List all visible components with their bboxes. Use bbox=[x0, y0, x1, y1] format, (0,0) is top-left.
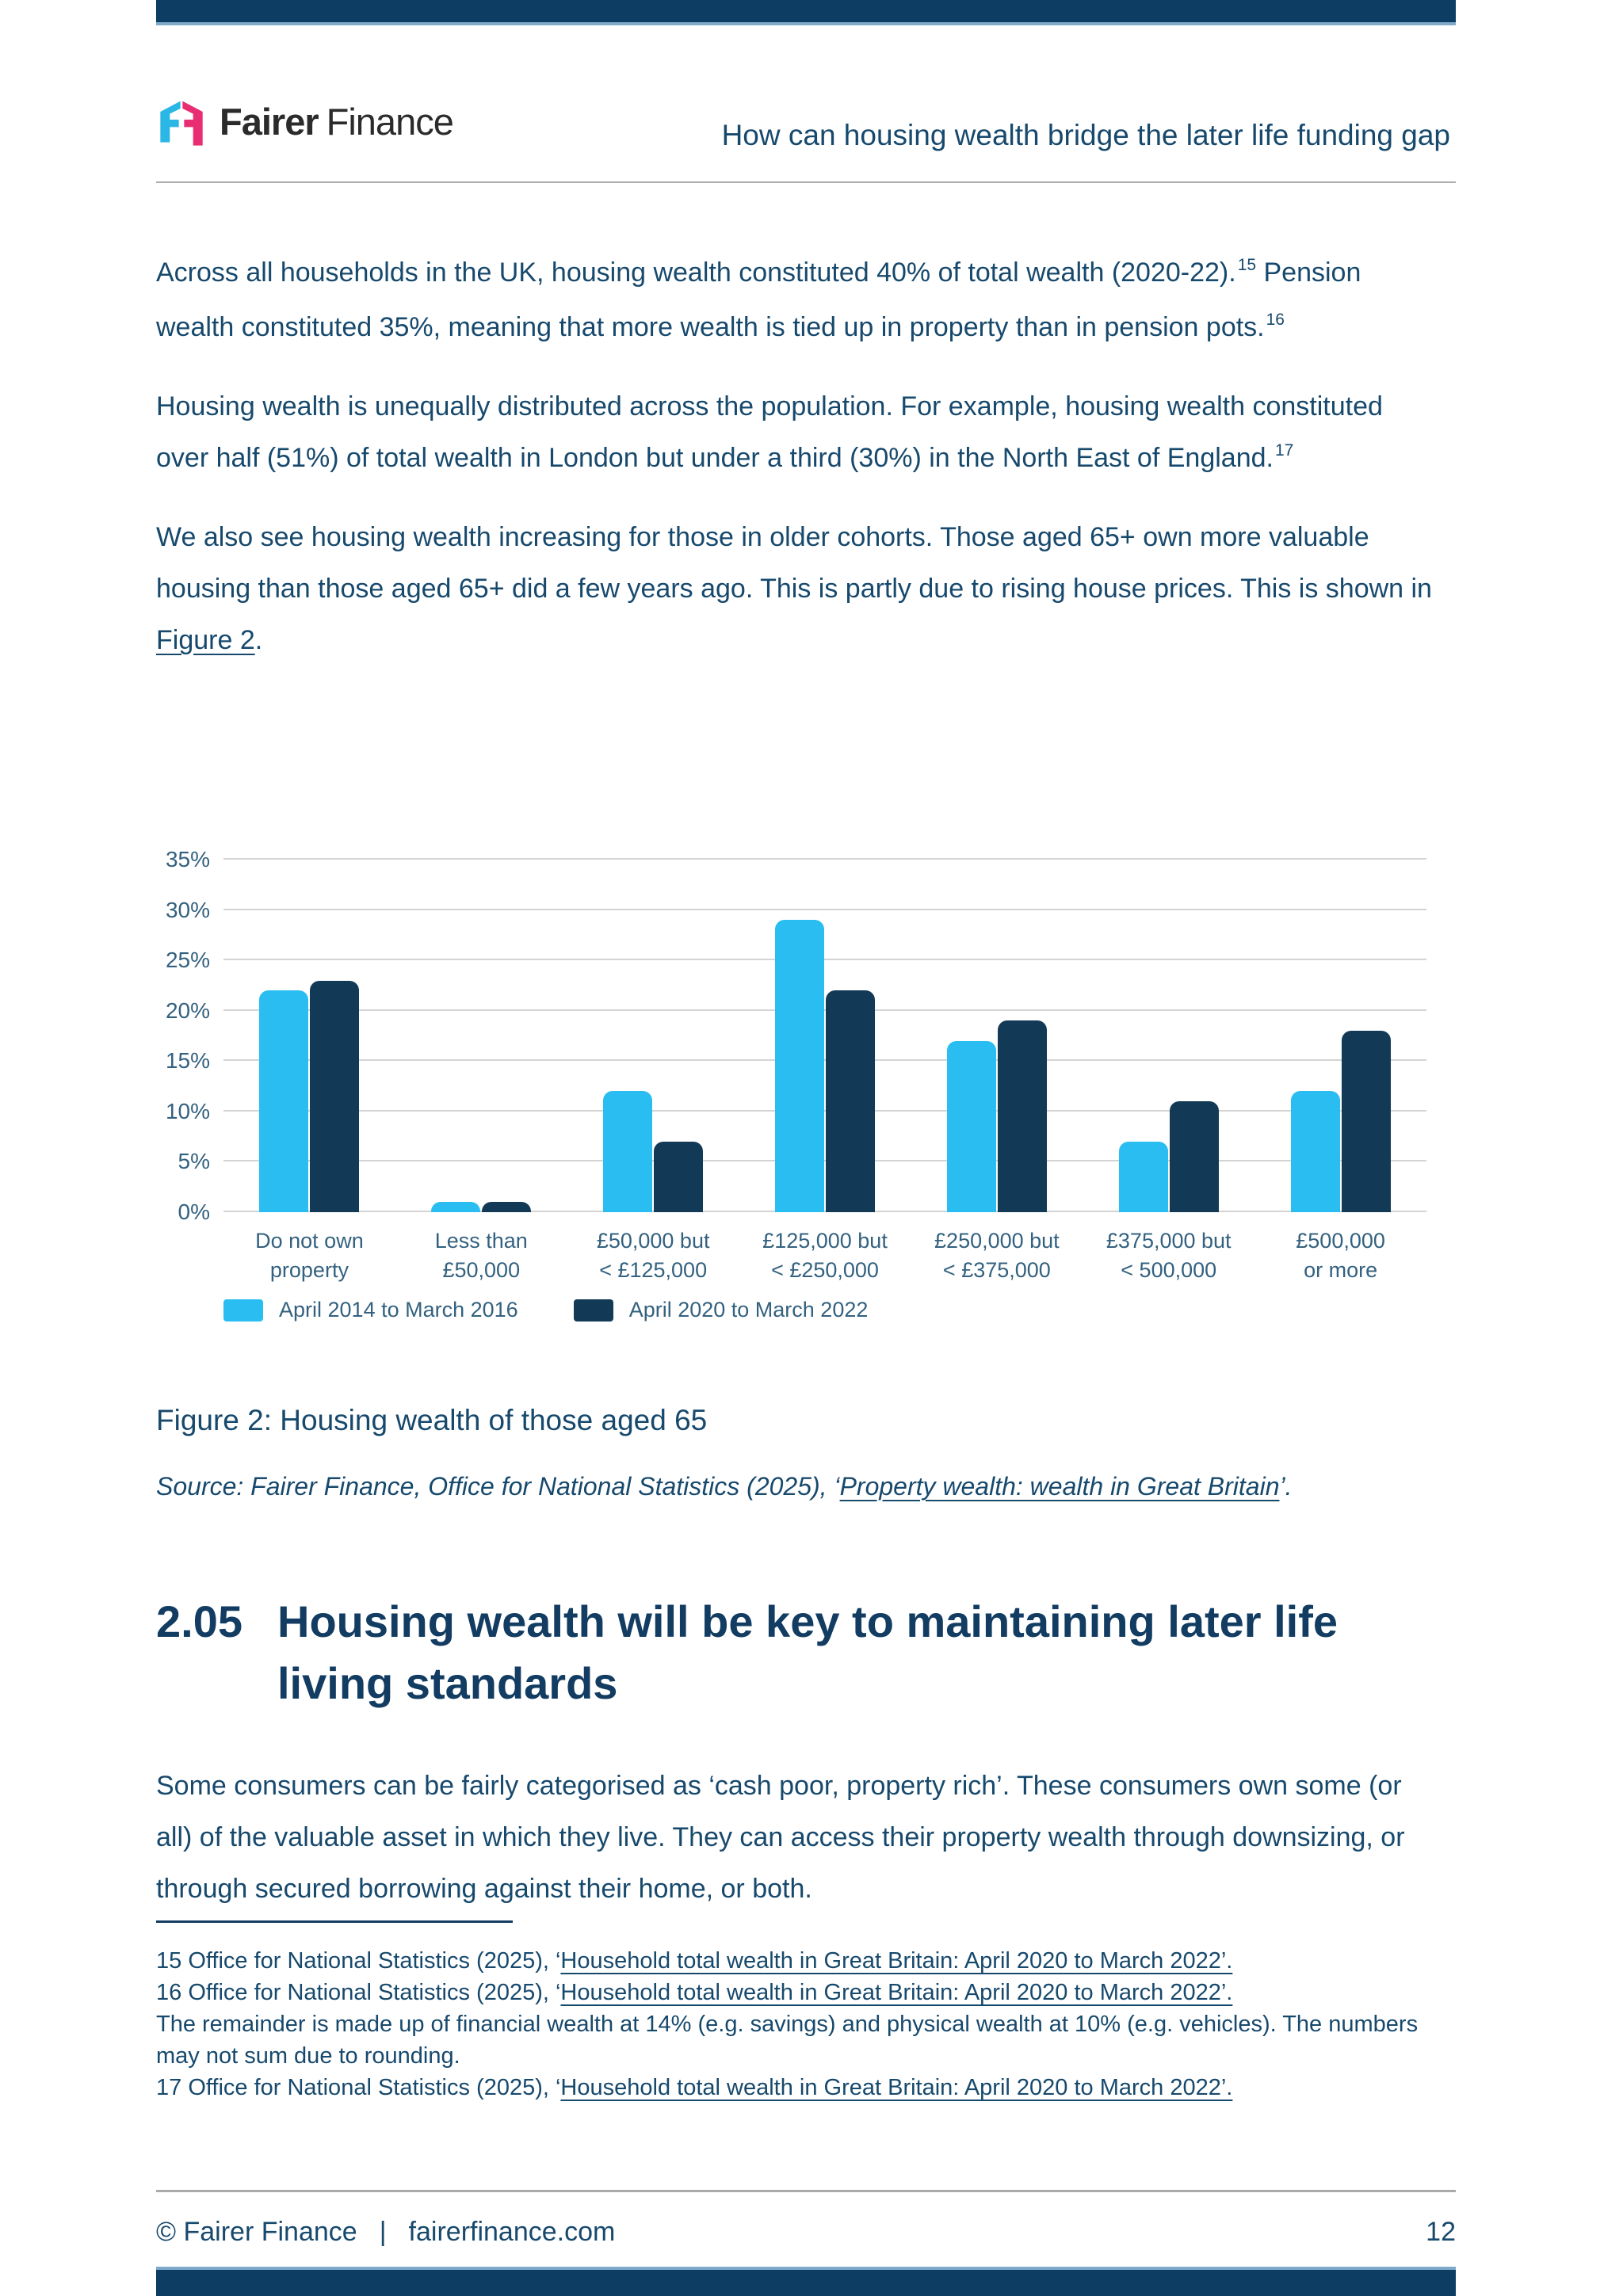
page-number: 12 bbox=[1426, 2217, 1456, 2247]
paragraph-text: . bbox=[254, 625, 263, 655]
source-link[interactable]: Property wealth: wealth in Great Britain bbox=[839, 1472, 1280, 1501]
footer-separator: | bbox=[379, 2217, 387, 2247]
paragraph-distribution bbox=[156, 381, 1440, 487]
section-number: 2.05 bbox=[156, 1596, 242, 1646]
y-tick-label: 35% bbox=[165, 847, 210, 871]
brand-logo bbox=[156, 93, 453, 149]
section-heading bbox=[156, 1591, 1434, 1714]
bar-group-2 bbox=[395, 860, 567, 1212]
x-category-label: £375,000 but < 500,000 bbox=[1106, 1229, 1232, 1282]
intro-copy bbox=[156, 247, 1440, 691]
brand-wordmark bbox=[220, 100, 453, 143]
footnote-17 bbox=[156, 2072, 1456, 2103]
legend-label: April 2020 to March 2022 bbox=[628, 1298, 869, 1322]
header-divider bbox=[156, 181, 1456, 183]
bar bbox=[1119, 1142, 1168, 1212]
top-accent-strip bbox=[156, 22, 1456, 25]
top-navy-bar bbox=[156, 0, 1456, 22]
bar bbox=[654, 1142, 703, 1212]
paragraph-older-cohorts bbox=[156, 512, 1440, 666]
x-category-label: £125,000 but < £250,000 bbox=[762, 1229, 888, 1282]
bar bbox=[1170, 1101, 1219, 1212]
footnote-16-link[interactable]: Household total wealth in Great Britain: April 2020 to March 2022’. bbox=[560, 1980, 1233, 2005]
footnote-text: 16 Office for National Statistics (2025), ‘ bbox=[156, 1980, 561, 2005]
x-axis-labels bbox=[223, 1226, 1426, 1285]
bar-group-5 bbox=[911, 860, 1083, 1212]
bar-group-4 bbox=[739, 860, 911, 1212]
footnote-15 bbox=[156, 1945, 1456, 1977]
paragraph-cash-poor: Some consumers can be fairly categorised as ‘cash poor, property rich’. These consumers own some (or all) of the valuable asset in which they live. They can access their property wealth through downsizing, or through secured borrowing against their home, or both. bbox=[156, 1771, 1405, 1904]
y-tick-label: 10% bbox=[165, 1098, 210, 1123]
bar bbox=[947, 1041, 996, 1212]
bar-group-7 bbox=[1254, 860, 1426, 1212]
legend-swatch bbox=[574, 1299, 613, 1322]
footnote-ref-15: 15 bbox=[1237, 256, 1257, 274]
section-title: Housing wealth will be key to maintaining later life living standards bbox=[277, 1596, 1338, 1708]
footnote-text: 17 Office for National Statistics (2025), ‘ bbox=[156, 2075, 561, 2100]
x-category-label: £250,000 but < £375,000 bbox=[934, 1229, 1060, 1282]
footer bbox=[156, 2217, 1456, 2248]
paragraph-text: Across all households in the UK, housing wealth constituted 40% of total wealth (2020-22). bbox=[156, 257, 1236, 288]
figure-2-bar-chart bbox=[156, 824, 1458, 1331]
brand-name-bold: Fairer bbox=[220, 100, 319, 143]
footnote-15-link[interactable]: Household total wealth in Great Britain: April 2020 to March 2022’. bbox=[560, 1948, 1233, 1974]
footnote-16 bbox=[156, 1977, 1456, 2008]
bar bbox=[603, 1091, 652, 1212]
bar bbox=[259, 990, 308, 1212]
y-axis-labels bbox=[156, 847, 210, 1224]
y-tick-label: 25% bbox=[165, 948, 210, 973]
footnote-text: 15 Office for National Statistics (2025), ‘ bbox=[156, 1948, 561, 1974]
legend-swatch bbox=[223, 1299, 263, 1322]
bar bbox=[482, 1202, 531, 1212]
footer-site-link[interactable]: fairerfinance.com bbox=[408, 2217, 616, 2247]
section-copy bbox=[156, 1760, 1440, 1939]
y-tick-label: 20% bbox=[165, 997, 210, 1023]
figure-caption: Figure 2: Housing wealth of those aged 65 bbox=[156, 1404, 708, 1436]
paragraph-text: Housing wealth is unequally distributed across the population. For example, housing wealth constituted over half (51%) of total wealth in London but under a third (30%) in the North East of England. bbox=[156, 391, 1383, 473]
footnote-divider bbox=[156, 1920, 513, 1923]
footnote-ref-16: 16 bbox=[1266, 311, 1285, 329]
bar-group-1 bbox=[223, 860, 395, 1212]
footnote-remainder-note: The remainder is made up of financial wealth at 14% (e.g. savings) and physical wealth at 10% (e.g. vehicles). The numbers may not sum due to rounding. bbox=[156, 2012, 1419, 2069]
bar bbox=[431, 1202, 480, 1212]
bar bbox=[1291, 1091, 1340, 1212]
house-logo-icon bbox=[156, 94, 207, 148]
legend-item bbox=[574, 1298, 869, 1322]
paragraph-text: We also see housing wealth increasing for those in older cohorts. Those aged 65+ own more valuable housing than those aged 65+ did a few years ago. This is partly due to rising house prices. This is shown in bbox=[156, 522, 1432, 604]
legend-label: April 2014 to March 2016 bbox=[279, 1298, 518, 1322]
footer-left bbox=[156, 2217, 615, 2248]
y-tick-label: 5% bbox=[178, 1149, 210, 1174]
y-tick-label: 30% bbox=[165, 897, 210, 922]
bottom-navy-bar bbox=[156, 2270, 1456, 2296]
brand-name-light: Finance bbox=[326, 100, 453, 143]
footnote-ref-17: 17 bbox=[1274, 441, 1294, 460]
legend-item bbox=[223, 1298, 518, 1322]
footer-copyright: © Fairer Finance bbox=[156, 2217, 357, 2247]
bar-group-3 bbox=[567, 860, 739, 1212]
paragraph-text: Pension wealth constituted 35%, meaning that more wealth is tied up in property than in pension pots. bbox=[156, 257, 1361, 342]
x-category-label: £500,000 or more bbox=[1296, 1229, 1385, 1282]
x-category-label: Less than £50,000 bbox=[434, 1229, 528, 1282]
bar bbox=[998, 1020, 1047, 1212]
bar bbox=[310, 981, 359, 1212]
document-title: How can housing wealth bridge the later life funding gap bbox=[721, 119, 1450, 151]
bar bbox=[1342, 1031, 1391, 1212]
y-tick-label: 0% bbox=[178, 1199, 210, 1224]
x-category-label: Do not own property bbox=[255, 1229, 364, 1282]
footnote-17-link[interactable]: Household total wealth in Great Britain: April 2020 to March 2022’. bbox=[560, 2075, 1233, 2100]
source-text: ’. bbox=[1279, 1472, 1293, 1501]
chart-legend bbox=[223, 1298, 868, 1322]
source-text: Source: Fairer Finance, Office for National Statistics (2025), ‘ bbox=[156, 1472, 840, 1501]
paragraph-housing-share bbox=[156, 247, 1440, 357]
figure-2-link[interactable]: Figure 2 bbox=[156, 625, 255, 655]
bar bbox=[826, 990, 875, 1212]
figure-source bbox=[156, 1472, 1292, 1501]
x-category-label: £50,000 but < £125,000 bbox=[596, 1229, 710, 1282]
footer-divider bbox=[156, 2190, 1456, 2192]
bar-group-6 bbox=[1083, 860, 1254, 1212]
footnotes bbox=[156, 1945, 1456, 2103]
chart-bars bbox=[223, 860, 1426, 1212]
y-tick-label: 15% bbox=[165, 1048, 210, 1074]
bar bbox=[775, 920, 824, 1212]
